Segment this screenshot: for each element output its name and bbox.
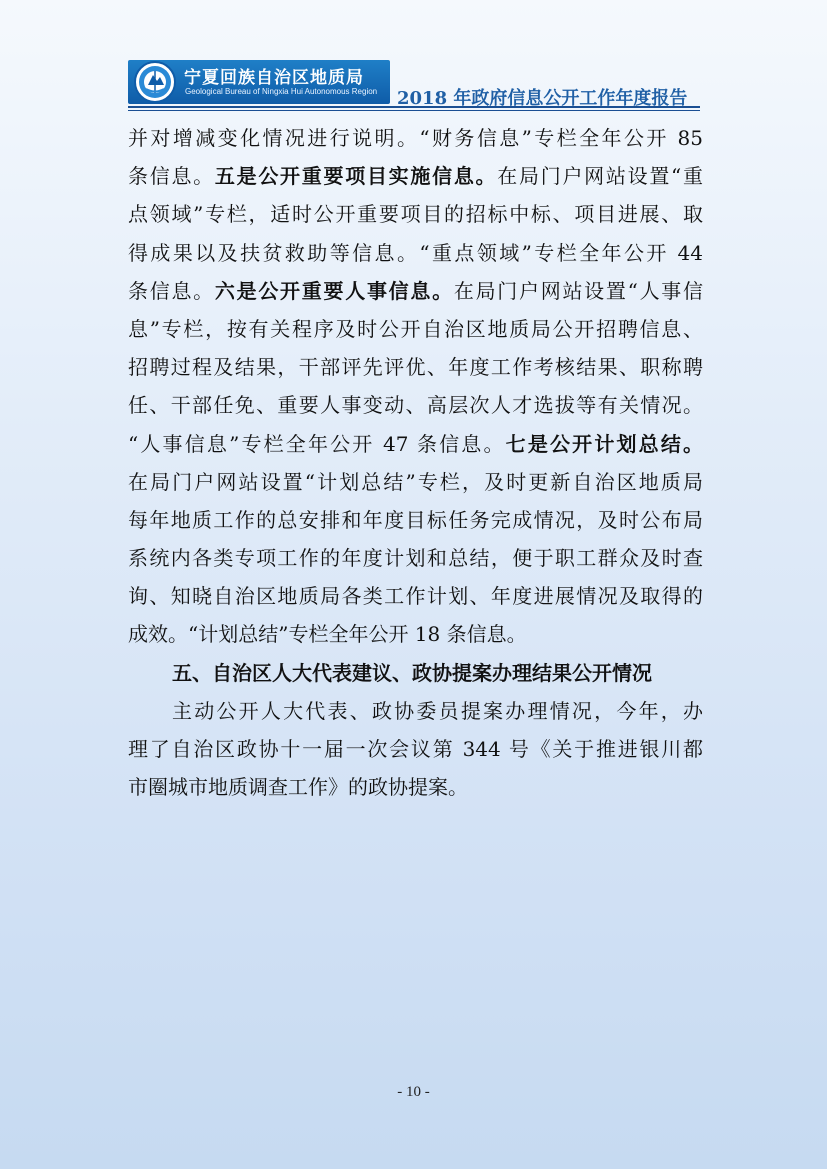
org-name-cn: 宁夏回族自治区地质局 <box>184 68 364 88</box>
report-title: 2018 年政府信息公开工作年度报告 <box>397 88 688 109</box>
section-heading: 五、自治区人大代表建议、政协提案办理结果公开情况 <box>172 660 652 685</box>
document-body <box>128 119 703 806</box>
org-name-en: Geological Bureau of Ningxia Hui Autonomous Region <box>185 87 378 96</box>
text-line: 询、知晓自治区地质局各类工作计划、年度进展情况及取得的 <box>128 584 703 609</box>
text-span: 条信息。 <box>128 278 215 303</box>
text-line: 理了自治区政协十一届一次会议第 344 号《关于推进银川都 <box>128 737 703 761</box>
text-span: “人事信息”专栏全年公开 47 条信息。 <box>128 431 506 456</box>
text-line: 招聘过程及结果，干部评先评优、年度工作考核结果、职称聘 <box>128 355 703 380</box>
header-divider-thin <box>128 110 700 111</box>
page-header <box>0 0 827 112</box>
header-divider <box>128 106 700 108</box>
text-span: 在局门户网站设置“重 <box>497 164 703 189</box>
text-line: 成效。“计划总结”专栏全年公开 18 条信息。 <box>128 622 527 647</box>
text-line: 在局门户网站设置“计划总结”专栏，及时更新自治区地质局 <box>128 469 703 494</box>
text-line: 并对增减变化情况进行说明。“财务信息”专栏全年公开 85 <box>128 126 703 150</box>
text-span: 条信息。 <box>128 164 215 189</box>
text-line: 得成果以及扶贫救助等信息。“重点领域”专栏全年公开 44 <box>128 240 703 265</box>
text-line <box>128 272 703 310</box>
text-line <box>128 425 703 463</box>
text-line: 主动公开人大代表、政协委员提案办理情况，今年，办 <box>172 698 703 723</box>
text-line: 息”专栏，按有关程序及时公开自治区地质局公开招聘信息、 <box>128 316 703 341</box>
bold-phrase: 六是公开重要人事信息。 <box>214 278 454 303</box>
text-line: 点领域”专栏，适时公开重要项目的招标中标、项目进展、取 <box>128 202 703 227</box>
text-span: 在局门户网站设置“人事信 <box>453 278 703 303</box>
text-line <box>128 157 703 195</box>
page-number: - 10 - <box>397 1084 430 1100</box>
text-line: 任、干部任免、重要人事变动、高层次人才选拔等有关情况。 <box>128 393 703 418</box>
bureau-emblem-icon <box>134 61 176 103</box>
bold-phrase: 七是公开计划总结。 <box>505 431 703 456</box>
text-line: 市圈城市地质调查工作》的政协提案。 <box>128 775 468 800</box>
text-line: 每年地质工作的总安排和年度目标任务完成情况，及时公布局 <box>128 507 703 532</box>
bold-phrase: 五是公开重要项目实施信息。 <box>214 164 498 189</box>
text-line: 系统内各类专项工作的年度计划和总结，便于职工群众及时查 <box>128 546 703 571</box>
